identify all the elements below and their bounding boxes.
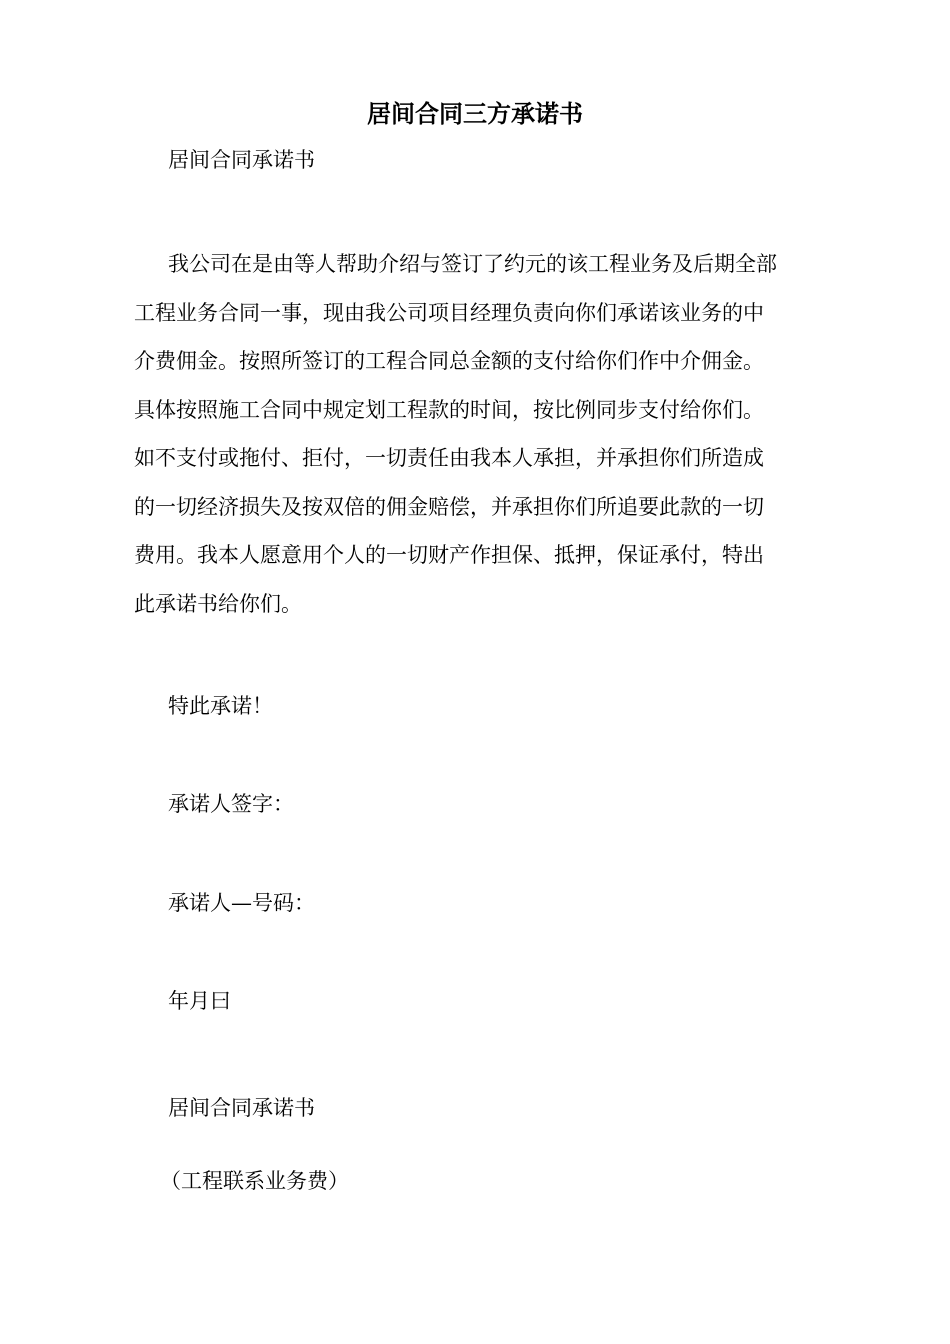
signature-label: 承诺人签字： — [168, 792, 294, 816]
second-title: 居间合同承诺书 — [168, 1096, 315, 1120]
body-line: 我公司在是由等人帮助介绍与签订了约元的该工程业务及后期全部 — [168, 252, 777, 276]
document-title: 居间合同三方承诺书 — [367, 99, 583, 128]
closing-text: 特此承诺！ — [168, 694, 273, 718]
second-subtitle: （工程联系业务费） — [160, 1169, 349, 1193]
body-line: 此承诺书给你们。 — [134, 591, 302, 616]
body-line: 工程业务合同一事，现由我公司项目经理负责向你们承诺该业务的中 — [134, 300, 764, 325]
document-subtitle: 居间合同承诺书 — [168, 148, 315, 172]
body-line: 介费佣金。按照所签订的工程合同总金额的支付给你们作中介佣金。 — [134, 349, 764, 373]
body-line: 的一切经济损失及按双倍的佣金赔偿，并承担你们所追要此款的一切 — [134, 494, 764, 519]
date-label: 年月曰 — [168, 989, 231, 1013]
id-number-label: 承诺人—号码： — [168, 891, 315, 915]
body-line: 具体按照施工合同中规定划工程款的时间，按比例同步支付给你们。 — [134, 397, 764, 422]
body-paragraph — [134, 240, 818, 628]
body-line: 费用。我本人愿意用个人的一切财产作担保、抵押，保证承付，特出 — [134, 543, 764, 567]
body-line: 如不支付或拖付、拒付，一切责任由我本人承担，并承担你们所造成 — [134, 446, 764, 470]
